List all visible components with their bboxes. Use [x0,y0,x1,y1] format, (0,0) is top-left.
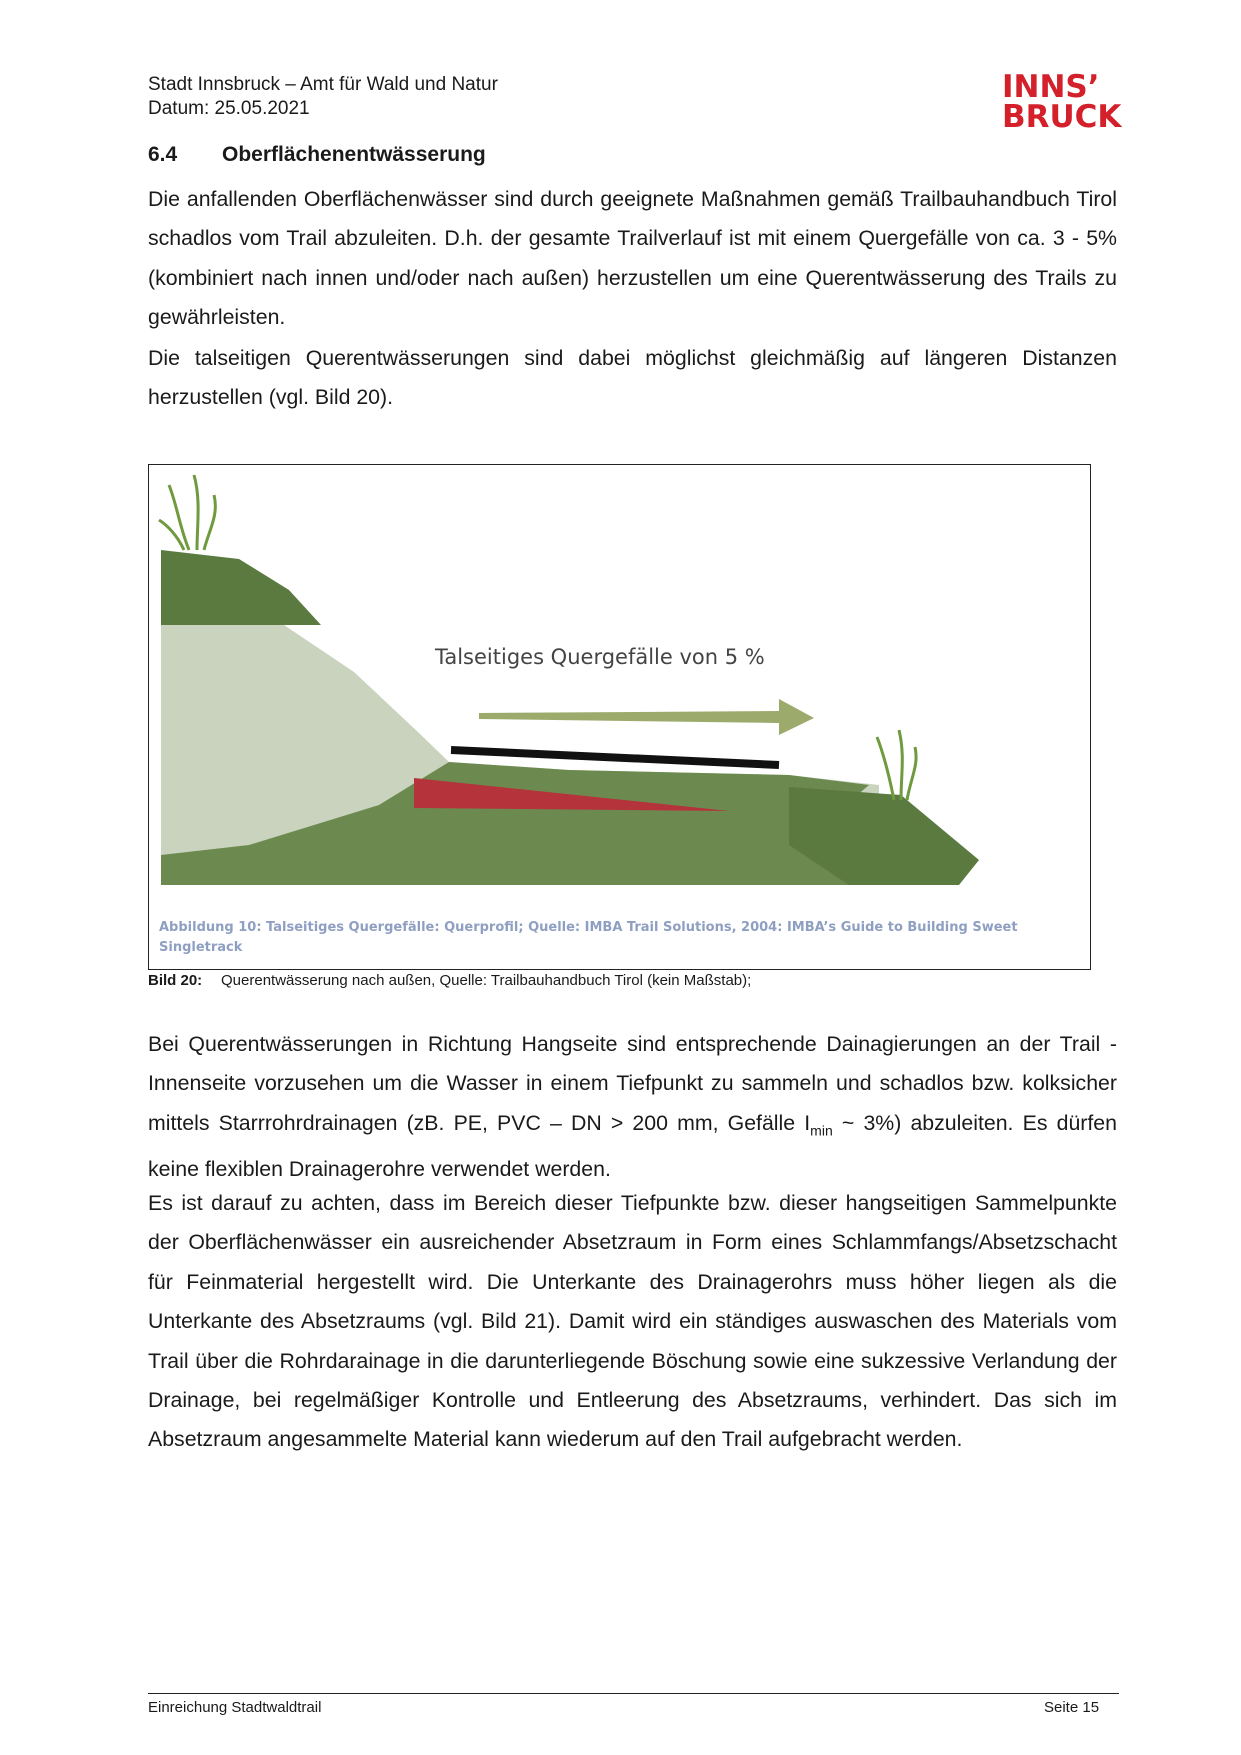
grass-tuft-left [159,475,215,550]
document-header [148,73,498,121]
paragraph-3 [148,1025,1117,1190]
caption-text: Querentwässerung nach außen, Quelle: Trailbauhandbuch Tirol (kein Maßstab); [221,972,752,989]
footer-page-number: Seite 15 [1044,1699,1100,1716]
slope-arrow [479,699,814,735]
header-organization: Stadt Innsbruck – Amt für Wald und Natur [148,74,498,95]
figure-caption [148,972,751,989]
paragraph-4: Es ist darauf zu achten, dass im Bereich dieser Tiefpunkte bzw. dieser hangseitigen Sammelpunkte der Oberflächenwässer ein ausreichender Absetzraum in Form eines Schlammfangs/Absetzschacht für Feinmaterial hergestellt wird. Die Unterkante des Drainagerohrs muss höher liegen als die Unterkante des Absetzraums (vgl. Bild 21). Damit wird ein ständiges auswaschen des Materials vom Trail über die Rohrdarainage in die darunterliegende Böschung sowie eine sukzessive Verlandung der Drainage, bei regelmäßiger Kontrolle und Entleerung des Absetzraums, verhindert. Das sich im Absetzraum angesammelte Material kann wiederum auf den Trail aufgebracht werden. [148,1191,1117,1452]
trail-surface [451,750,779,765]
section-number: 6.4 [148,143,178,166]
caption-label: Bild 20: [148,972,203,989]
cross-section-illustration [149,465,1090,969]
section-heading [148,143,486,167]
header-date: Datum: 25.05.2021 [148,98,310,119]
figure-attribution: Abbildung 10: Talseitiges Quergefälle: Querprofil; Quelle: IMBA Trail Solutions, 2004: IMBA’s Guide to Building Sweet Singletrack [159,920,1018,955]
section-title: Oberflächenentwässerung [222,143,486,166]
paragraph-2: Die talseitigen Querentwässerungen sind dabei möglichst gleichmäßig auf längeren Distanzen herzustellen (vgl. Bild 20). [148,346,1117,410]
paragraph-3-subscript: min [810,1122,833,1139]
paragraph-3-text-a: Bei Querentwässerungen in Richtung Hangseite sind entsprechende Dainagierungen an der Trail - Innenseite vorzusehen um die Wasser in einem Tiefpunkt zu sammeln und schadlos bzw. kolksicher mittels Starrrohrdrainagen (zB. PE, PVC – DN > 200 mm, Gefälle I [148,1032,1117,1135]
figure-title: Talseitiges Quergefälle von 5 % [435,645,765,669]
figure-cross-section [148,464,1091,970]
paragraph-3-text-b: ~ 3%) abzuleiten. Es dürfen keine flexiblen Drainagerohre verwendet werden. [148,1110,1117,1182]
footer-divider [148,1693,1119,1694]
grass-tuft-right [877,730,916,800]
logo-line-1: INNS’ [1002,69,1100,105]
logo-line-2: BRUCK [1002,99,1122,135]
innsbruck-logo [1002,69,1122,135]
footer-document-title: Einreichung Stadtwaldtrail [148,1699,322,1716]
paragraph-1: Die anfallenden Oberflächenwässer sind durch geeignete Maßnahmen gemäß Trailbauhandbuch Tirol schadlos vom Trail abzuleiten. D.h. der gesamte Trailverlauf ist mit einem Quergefälle von ca. 3 - 5% (kombiniert nach innen und/oder nach außen) herzustellen um eine Querentwässerung des Trails zu gewährleisten. [148,187,1117,330]
upper-bank [161,550,321,625]
